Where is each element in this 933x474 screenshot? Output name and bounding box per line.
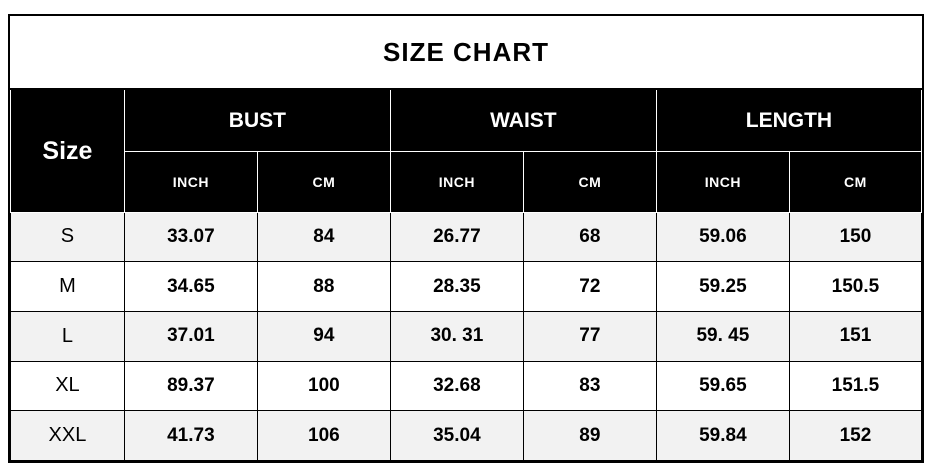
header-group-waist: WAIST [390, 89, 656, 151]
cell-length-inch: 59.84 [656, 411, 789, 461]
cell-size: S [11, 212, 125, 262]
title-row [11, 16, 922, 89]
header-unit-length-inch: INCH [656, 151, 789, 212]
cell-waist-cm: 89 [523, 411, 656, 461]
header-group-row [11, 89, 922, 151]
size-chart-table [10, 16, 922, 461]
cell-size: L [11, 311, 125, 361]
cell-size: XL [11, 361, 125, 411]
header-unit-length-cm: CM [789, 151, 921, 212]
cell-bust-cm: 84 [257, 212, 390, 262]
cell-bust-inch: 89.37 [124, 361, 257, 411]
cell-waist-inch: 35.04 [390, 411, 523, 461]
cell-length-cm: 151 [789, 311, 921, 361]
cell-waist-inch: 32.68 [390, 361, 523, 411]
header-unit-waist-inch: INCH [390, 151, 523, 212]
cell-waist-cm: 83 [523, 361, 656, 411]
cell-length-inch: 59.25 [656, 262, 789, 312]
cell-length-inch: 59. 45 [656, 311, 789, 361]
cell-bust-cm: 88 [257, 262, 390, 312]
cell-length-cm: 150.5 [789, 262, 921, 312]
table-row [11, 361, 922, 411]
cell-waist-cm: 77 [523, 311, 656, 361]
cell-waist-cm: 68 [523, 212, 656, 262]
cell-waist-inch: 26.77 [390, 212, 523, 262]
cell-waist-cm: 72 [523, 262, 656, 312]
cell-length-inch: 59.06 [656, 212, 789, 262]
cell-size: XXL [11, 411, 125, 461]
cell-bust-inch: 41.73 [124, 411, 257, 461]
cell-bust-inch: 33.07 [124, 212, 257, 262]
header-group-bust: BUST [124, 89, 390, 151]
cell-waist-inch: 30. 31 [390, 311, 523, 361]
header-unit-waist-cm: CM [523, 151, 656, 212]
cell-bust-inch: 34.65 [124, 262, 257, 312]
table-row [11, 262, 922, 312]
cell-length-cm: 152 [789, 411, 921, 461]
cell-length-inch: 59.65 [656, 361, 789, 411]
cell-waist-inch: 28.35 [390, 262, 523, 312]
header-unit-bust-cm: CM [257, 151, 390, 212]
table-row [11, 212, 922, 262]
header-size: Size [11, 89, 125, 212]
cell-length-cm: 150 [789, 212, 921, 262]
cell-bust-cm: 100 [257, 361, 390, 411]
cell-bust-cm: 94 [257, 311, 390, 361]
cell-size: M [11, 262, 125, 312]
page-title: SIZE CHART [11, 16, 922, 89]
header-unit-bust-inch: INCH [124, 151, 257, 212]
size-chart-container [8, 14, 924, 463]
header-group-length: LENGTH [656, 89, 921, 151]
cell-length-cm: 151.5 [789, 361, 921, 411]
header-unit-row [11, 151, 922, 212]
table-row [11, 311, 922, 361]
table-row [11, 411, 922, 461]
cell-bust-cm: 106 [257, 411, 390, 461]
cell-bust-inch: 37.01 [124, 311, 257, 361]
